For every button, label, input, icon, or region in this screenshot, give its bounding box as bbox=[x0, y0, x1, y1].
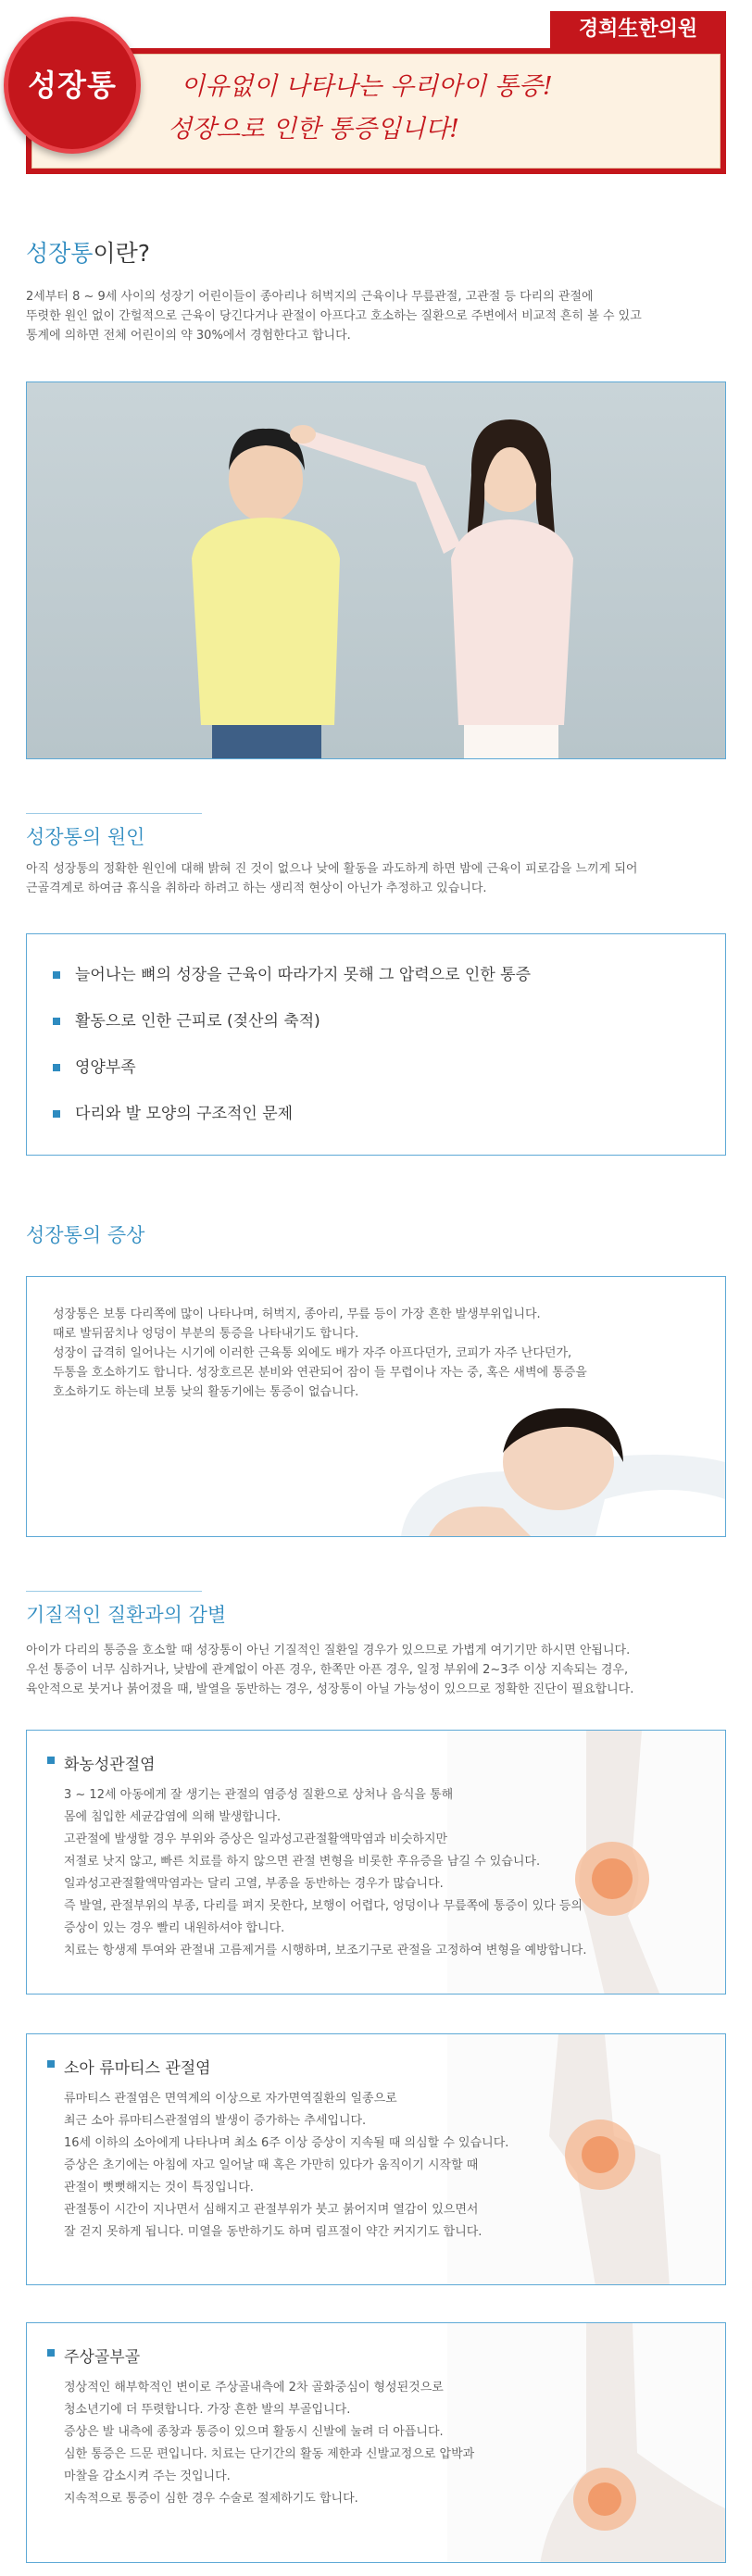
growth-pain-badge: 성장통 bbox=[4, 17, 141, 154]
intro-line: 통계에 의하면 전체 어린이의 약 30%에서 경험한다고 합니다. bbox=[26, 329, 351, 343]
causes-list bbox=[53, 964, 531, 1149]
disease-line: 증상은 초기에는 아침에 자고 일어날 때 혹은 가만히 있다가 움직이기 시작할 때 bbox=[64, 2158, 479, 2172]
disease-line: 청소년기에 더 뚜렷합니다. 가장 흔한 발의 부골입니다. bbox=[64, 2403, 351, 2417]
causes-paragraph bbox=[26, 859, 711, 898]
differential-line: 우선 통증이 너무 심하거나, 낮밤에 관계없이 아픈 경우, 한쪽만 아픈 경우, 일정 부위에 2~3주 이상 지속되는 경우, bbox=[26, 1663, 629, 1677]
disease-line: 관절통이 시간이 지나면서 심해지고 관절부위가 붓고 붉어지며 열감이 있으면서 bbox=[64, 2203, 479, 2217]
disease-line: 즉 발열, 관절부위의 부종, 다리를 펴지 못한다, 보행이 어렵다, 엉덩이나 무릎쪽에 통증이 있다 등의 bbox=[64, 1899, 583, 1913]
differential-line: 육안적으로 붓거나 붉어졌을 때, 발열을 동반하는 경우, 성장통이 아닐 가능성이 있으므로 정확한 진단이 필요합니다. bbox=[26, 1682, 634, 1696]
disease-line: 저절로 낫지 않고, 빠른 치료를 하지 않으면 관절 변형을 비롯한 후유증을 남길 수 있습니다. bbox=[64, 1855, 541, 1869]
disease-line: 정상적인 해부학적인 변이로 주상골내측에 2차 골화중심이 형성된것으로 bbox=[64, 2381, 444, 2395]
bullet-square-icon bbox=[47, 2060, 55, 2068]
disease-line: 16세 이하의 소아에게 나타나며 최소 6주 이상 증상이 지속될 때 의심할 수 있습니다. bbox=[64, 2136, 509, 2150]
bullet-square-icon bbox=[53, 971, 60, 979]
intro-line: 뚜렷한 원인 없이 간헐적으로 근육이 당긴다거나 관절이 아프다고 호소하는 질환으로 주변에서 비교적 흔히 볼 수 있고 bbox=[26, 309, 642, 323]
symptoms-line: 때로 발뒤꿈치나 엉덩이 부분의 통증을 나타내기도 합니다. bbox=[53, 1327, 359, 1341]
disease-title bbox=[47, 1751, 156, 1774]
bullet-square-icon bbox=[47, 2349, 55, 2357]
disease-name: 주상골부골 bbox=[64, 2348, 141, 2367]
cause-item-text: 활동으로 인한 근피로 (젖산의 축적) bbox=[75, 1012, 320, 1031]
disease-line: 심한 통증은 드문 편입니다. 치료는 단기간의 활동 제한과 신발교정으로 압박과 bbox=[64, 2447, 475, 2461]
clinic-brand-label: 경희生한의원 bbox=[550, 11, 726, 48]
disease-line: 3 ~ 12세 아동에게 잘 생기는 관절의 염증성 질환으로 상처나 음식을 통해 bbox=[64, 1788, 454, 1802]
disease-card-juvenile-ra bbox=[26, 2033, 726, 2285]
symptoms-line: 성장이 급격히 일어나는 시기에 이러한 근육통 외에도 배가 자주 아프다던가, 코피가 자주 난다던가, bbox=[53, 1346, 572, 1360]
disease-line: 고관절에 발생할 경우 부위와 증상은 일과성고관절활액막염과 비슷하지만 bbox=[64, 1832, 448, 1846]
symptoms-title: 성장통의 증상 bbox=[26, 1224, 145, 1246]
differential-line: 아이가 다리의 통증을 호소할 때 성장통이 아닌 기질적인 질환일 경우가 있으므로 가볍게 여기기만 하시면 안됩니다. bbox=[26, 1644, 631, 1657]
disease-card-septic-arthritis bbox=[26, 1730, 726, 1995]
children-illustration bbox=[27, 382, 726, 759]
causes-title-rule bbox=[26, 813, 202, 814]
disease-line: 관절이 뻣뻣해지는 것이 특징입니다. bbox=[64, 2181, 254, 2195]
differential-paragraph bbox=[26, 1641, 711, 1699]
slogan-line-2: 성장으로 인한 통증입니다! bbox=[168, 115, 459, 144]
disease-name: 화농성관절염 bbox=[64, 1756, 156, 1774]
disease-description bbox=[64, 2377, 694, 2510]
causes-line: 근골격계로 하여금 휴식을 취하라 하려고 하는 생리적 현상이 아닌가 추정하고 있습니다. bbox=[26, 882, 487, 895]
list-item bbox=[53, 1010, 531, 1057]
intro-paragraph bbox=[26, 287, 711, 345]
disease-line: 지속적으로 통증이 심한 경우 수술로 절제하기도 합니다. bbox=[64, 2492, 358, 2506]
causes-title: 성장통의 원인 bbox=[26, 826, 145, 848]
sleeping-child-image bbox=[373, 1388, 725, 1536]
disease-description bbox=[64, 2088, 694, 2244]
bullet-square-icon bbox=[53, 1110, 60, 1118]
bullet-square-icon bbox=[53, 1018, 60, 1025]
disease-description bbox=[64, 1784, 694, 1962]
slogan-line-1: 이유없이 나타나는 우리아이 통증! bbox=[181, 72, 553, 101]
causes-line: 아직 성장통의 정확한 원인에 대해 밝혀 진 것이 없으나 낮에 활동을 과도하게 하면 밤에 근육이 피로감을 느끼게 되어 bbox=[26, 862, 638, 876]
causes-box bbox=[26, 933, 726, 1156]
list-item bbox=[53, 1103, 531, 1149]
differential-title: 기질적인 질환과의 감별 bbox=[26, 1604, 227, 1626]
symptoms-box bbox=[26, 1276, 726, 1537]
cause-item-text: 다리와 발 모양의 구조적인 문제 bbox=[75, 1105, 294, 1123]
list-item bbox=[53, 1057, 531, 1103]
disease-line: 마찰을 감소시켜 주는 것입니다. bbox=[64, 2470, 231, 2483]
disease-title bbox=[47, 2344, 140, 2367]
intro-title bbox=[26, 235, 150, 269]
children-height-photo bbox=[26, 381, 726, 759]
list-item bbox=[53, 964, 531, 1010]
disease-line: 류마티스 관절염은 면역계의 이상으로 자가면역질환의 일종으로 bbox=[64, 2092, 397, 2106]
disease-line: 최근 소아 류마티스관절염의 발생이 증가하는 추세입니다. bbox=[64, 2114, 367, 2128]
disease-line: 치료는 항생제 투여와 관절내 고름제거를 시행하며, 보조기구로 관절을 고정하여 변형을 예방합니다. bbox=[64, 1944, 587, 1957]
intro-title-accent: 성장통 bbox=[26, 240, 94, 267]
differential-title-rule bbox=[26, 1591, 202, 1592]
symptoms-line: 두통을 호소하기도 합니다. 성장호르몬 분비와 연관되어 잠이 들 무렵이나 자는 중, 혹은 새벽에 통증을 bbox=[53, 1366, 587, 1380]
disease-line: 증상은 발 내측에 종창과 통증이 있으며 활동시 신발에 눌려 더 아픕니다. bbox=[64, 2425, 444, 2439]
intro-title-rest: 이란? bbox=[93, 240, 151, 267]
disease-line: 일과성고관절활액막염과는 달리 고열, 부종을 동반하는 경우가 많습니다. bbox=[64, 1877, 444, 1891]
bullet-square-icon bbox=[53, 1064, 60, 1071]
disease-line: 잘 걷지 못하게 됩니다. 미열을 동반하기도 하며 림프절이 약간 커지기도 합니다. bbox=[64, 2225, 483, 2239]
disease-title bbox=[47, 2055, 211, 2078]
disease-line: 몸에 침입한 세균감염에 의해 발생합니다. bbox=[64, 1810, 282, 1824]
cause-item-text: 영양부족 bbox=[75, 1058, 136, 1077]
bullet-square-icon bbox=[47, 1757, 55, 1764]
banner-slogan bbox=[168, 66, 708, 151]
header-banner bbox=[0, 0, 752, 185]
symptoms-line: 호소하기도 하는데 보통 낮의 활동기에는 통증이 없습니다. bbox=[53, 1385, 359, 1399]
disease-card-accessory-navicular bbox=[26, 2322, 726, 2563]
disease-name: 소아 류마티스 관절염 bbox=[64, 2059, 211, 2078]
disease-line: 증상이 있는 경우 빨리 내원하셔야 합니다. bbox=[64, 1921, 285, 1935]
cause-item-text: 늘어나는 뼈의 성장을 근육이 따라가지 못해 그 압력으로 인한 통증 bbox=[75, 966, 532, 984]
intro-line: 2세부터 8 ~ 9세 사이의 성장기 어린이들이 종아리나 허벅지의 근육이나 무릎관절, 고관절 등 다리의 관절에 bbox=[26, 290, 594, 304]
symptoms-line: 성장통은 보통 다리쪽에 많이 나타나며, 허벅지, 종아리, 무릎 등이 가장 흔한 발생부위입니다. bbox=[53, 1307, 541, 1321]
